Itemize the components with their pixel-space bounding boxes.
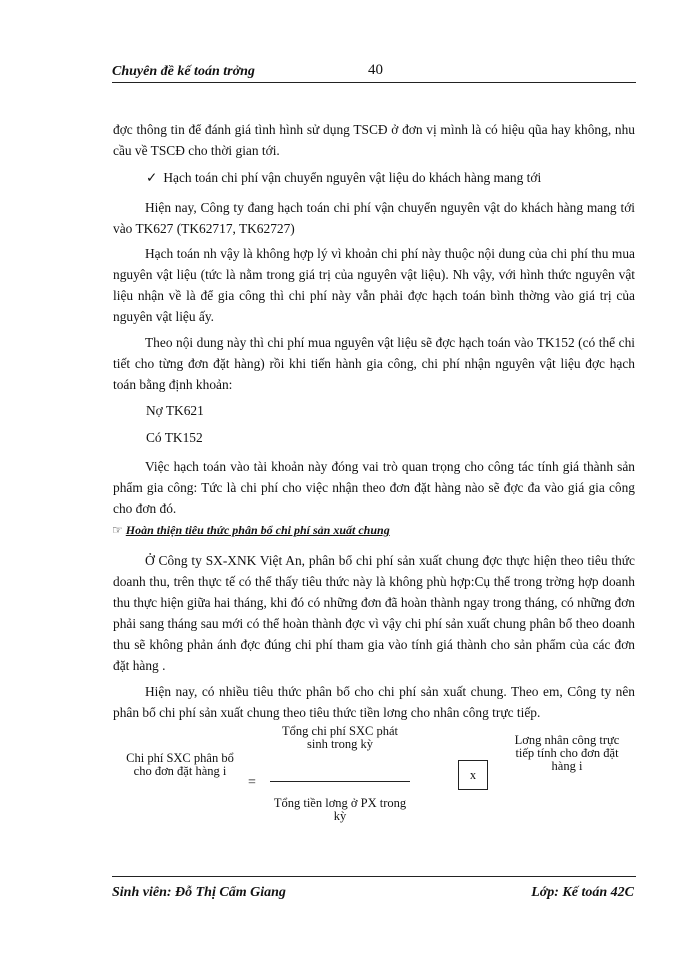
formula-rhs: Lơng nhân công trực tiếp tính cho đơn đặt hàng i: [514, 733, 620, 773]
paragraph-tscd: đợc thông tin để đánh giá tình hình sử dụng TSCĐ ở đơn vị mình là có hiệu qũa hay không, nhu cầu về TSCĐ cho thời gian tới.: [113, 122, 635, 158]
debit-entry: Nợ TK621: [146, 403, 204, 418]
page-number: 40: [368, 62, 383, 78]
header-title: Chuyên đề kế toán trởng: [112, 64, 255, 79]
paragraph-tk152: Theo nội dung này thì chi phí mua nguyên vật liệu sẽ đợc hạch toán vào TK152 (có thể chi tiết cho từng đơn đặt hàng) rồi khi tiến hành gia công, chi phí nhận nguyên vật liệu đợc hạch toán bằng định khoản:: [113, 335, 635, 392]
paragraph-viet-an: Ở Công ty SX-XNK Việt An, phân bổ chi phí sản xuất chung đợc thực hiện theo tiêu thức doanh thu, trên thực tế có thể thấy tiêu thức này là không phù hợp:Cụ thể trong trờng hợp doanh thu thực hiện giữa hai tháng, khi đó có những đơn đã hoàn thành ngay trong tháng, có những đơn phải sang tháng sau mới có thể hoàn thành đợc vì vậy chi phí sản xuất chung phân bổ theo doanh thu sẽ không phản ánh đợc đúng chi phí tham gia vào tính giá thành cho sản phẩm của các đơn đặt hàng .: [113, 553, 635, 673]
paragraph-checked-item: [146, 167, 626, 188]
page-header: [112, 62, 636, 83]
paragraph-importance: Việc hạch toán vào tài khoản này đóng vai trò quan trọng cho công tác tính giá thành sản phẩm gia công: Tức là chi phí cho việc nhận theo đơn đặt hàng nào sẽ đợc đa vào giá gia công cho đơn đó.: [113, 459, 635, 516]
formula-equals: =: [248, 775, 256, 790]
formula-denominator: Tổng tiền lơng ở PX trong kỳ: [273, 796, 407, 823]
section-title: Hoàn thiện tiêu thức phân bổ chi phí sản xuất chung: [125, 523, 390, 537]
paragraph-current-accounting: Hiện nay, Công ty đang hạch toán chi phí vận chuyển nguyên vật do khách hàng mang tới vào TK627 (TK62717, TK62727): [113, 200, 635, 236]
footer-class: Lớp: Kế toán 42C: [531, 885, 634, 900]
paragraph-not-reasonable: Hạch toán nh vậy là không hợp lý vì khoản chi phí này thuộc nội dung của chi phí thu mua nguyên vật liệu (tức là nằm trong giá trị của nguyên vật liệu). Nh vậy, với hình thức nguyên vật liệu nhận về là để gia công thì chi phí này vẫn phải đợc hạch toán bình thờng vào giá trị của nguyên vật liệu ấy.: [113, 246, 635, 324]
checkmark-icon: ✓: [146, 170, 158, 185]
pointing-hand-icon: ☞: [112, 523, 123, 537]
formula-lhs: Chi phí SXC phân bổ cho đơn đặt hàng i: [126, 751, 234, 778]
checked-item-text: Hạch toán chi phí vận chuyển nguyên vật liệu do khách hàng mang tới: [163, 170, 542, 185]
page-footer: [112, 876, 636, 900]
multiply-sign: x: [469, 767, 477, 782]
footer-student: Sinh viên: Đỗ Thị Cẩm Giang: [112, 885, 286, 900]
section-heading: [112, 523, 492, 538]
fraction-bar: [270, 781, 410, 782]
paragraph-allocation-criteria: Hiện nay, có nhiều tiêu thức phân bổ cho chi phí sản xuất chung. Theo em, Công ty nên phân bổ chi phí sản xuất chung theo tiêu thức tiền lơng cho nhân công trực tiếp.: [113, 684, 635, 720]
credit-entry: Có TK152: [146, 430, 203, 445]
formula-numerator: Tổng chi phí SXC phát sinh trong kỳ: [282, 724, 398, 751]
multiply-box: [458, 760, 488, 790]
